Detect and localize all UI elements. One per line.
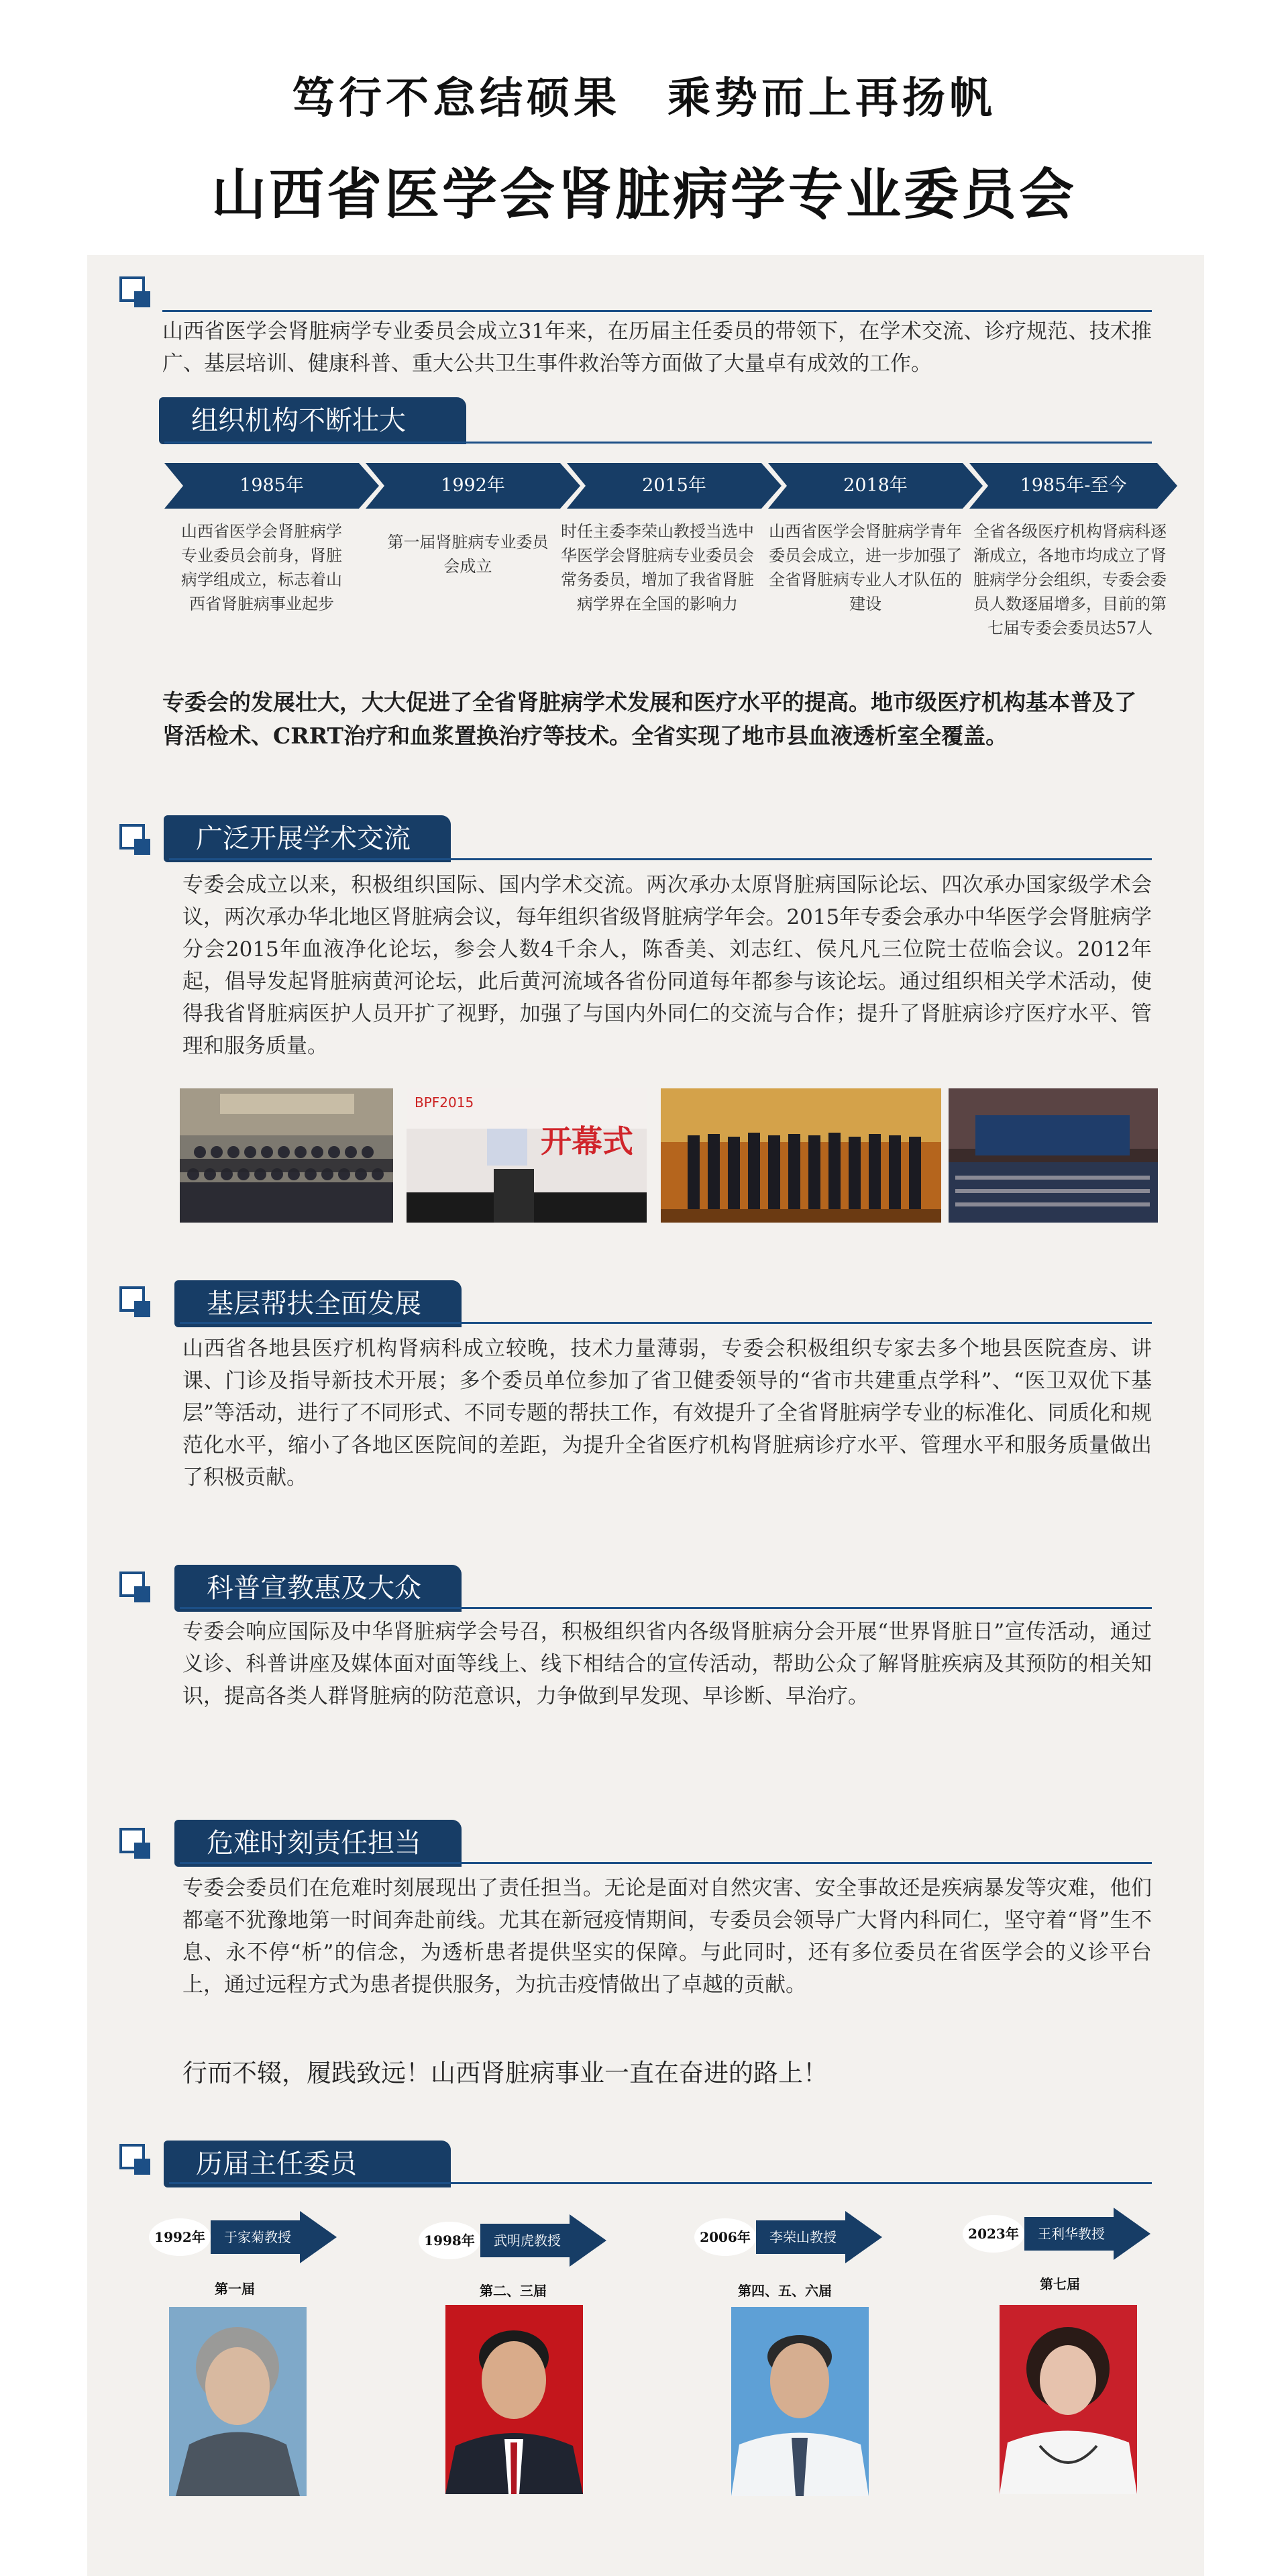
org-title: 山西省医学会肾脏病学专业委员会 — [211, 163, 1077, 227]
section-icon — [119, 1286, 150, 1317]
section-icon — [119, 1572, 150, 1602]
timeline-text: 第一届肾脏病专业委员会成立 — [387, 533, 549, 576]
chair-year: 2023年 — [968, 2226, 1019, 2242]
chair-badge — [963, 2208, 1150, 2260]
org-summary: 专委会的发展壮大，大大促进了全省肾脏病学术发展和医疗水平的提高。地市级医疗机构基本普及了肾活检术、CRRT治疗和血浆置换治疗等技术。全省实现了地市县血液透析室全覆盖。 — [162, 689, 1136, 749]
chair-year: 1992年 — [154, 2229, 205, 2245]
chair-portrait — [731, 2307, 869, 2496]
section-divider — [180, 1322, 1152, 1324]
timeline-year: 2018年 — [843, 475, 908, 496]
section-divider — [164, 442, 1152, 444]
banner-sign: BPF2015 — [415, 1094, 474, 1111]
academic-text: 专委会成立以来，积极组织国际、国内学术交流。两次承办太原肾脏病国际论坛、四次承办国家级学术会议，两次承办华北地区肾脏病会议，每年组织省级肾脏病学年会。2015年专委会承办中华医学会肾脏病学分会2015年血液净化论坛，参会人数4千余人，陈香美、刘志红、侯凡凡三位院士莅临会议。2012年起，倡导发起肾脏病黄河论坛，此后黄河流域各省份同道每年都参与该论坛。通过组织相关学术活动，使得我省肾脏病医护人员开扩了视野，加强了与国内外同仁的交流与合作；提升了肾脏病诊疗医疗水平、管理和服务质量。 — [182, 873, 1152, 1058]
slogan: 笃行不怠结硕果 乘势而上再扬帆 — [292, 73, 996, 123]
section-icon — [119, 2144, 150, 2175]
closing-statement: 行而不辍，履践致远！山西肾脏病事业一直在奋进的路上！ — [182, 2059, 828, 2088]
chair-term: 第四、五、六届 — [738, 2283, 832, 2299]
chair-term: 第七届 — [1040, 2276, 1080, 2292]
section-title-chairs: 历届主任委员 — [169, 2141, 451, 2187]
section-title-org: 组织机构不断壮大 — [164, 397, 466, 444]
timeline-text: 山西省医学会肾脏病学专业委员会前身，肾脏病学组成立，标志着山西省肾脏病事业起步 — [181, 522, 342, 613]
section-divider — [169, 2182, 1152, 2184]
banner-text: 开幕式 — [541, 1123, 633, 1160]
chair-portrait — [1000, 2305, 1137, 2494]
section-divider — [162, 310, 1152, 312]
timeline-text: 时任主委李荣山教授当选中华医学会肾脏病专业委员会常务委员，增加了我省肾脏病学界在全国的影响力 — [561, 522, 754, 613]
timeline-arrow — [366, 463, 580, 509]
timeline-arrow — [768, 463, 983, 509]
chair-badge — [694, 2211, 882, 2263]
timeline-text: 山西省医学会肾脏病学青年委员会成立，进一步加强了全省肾脏病专业人才队伍的建设 — [769, 522, 962, 613]
section-icon — [119, 276, 150, 307]
photo-opening-ceremony — [407, 1088, 647, 1223]
section-divider — [180, 1862, 1152, 1864]
crisis-text: 专委会委员们在危难时刻展现出了责任担当。无论是面对自然灾害、安全事故还是疾病暴发等灾难，他们都毫不犹豫地第一时间奔赴前线。尤其在新冠疫情期间，专委员会领导广大肾内科同仁，坚守着“肾”生不息、永不停“析”的信念，为透析患者提供坚实的保障。与此同时，还有多位委员在省医学会的义诊平台上，通过远程方式为患者提供服务，为抗击疫情做出了卓越的贡献。 — [182, 1876, 1152, 1997]
timeline-arrow — [164, 463, 379, 509]
section-title-crisis: 危难时刻责任担当 — [180, 1820, 462, 1867]
section-icon — [119, 824, 150, 855]
section-icon — [119, 1828, 150, 1859]
chair-year: 1998年 — [424, 2232, 475, 2249]
timeline-year: 1985年-至今 — [1020, 475, 1127, 496]
timeline-year: 1992年 — [441, 475, 505, 496]
chair-badge — [149, 2211, 337, 2263]
photo-group-meeting — [180, 1088, 393, 1223]
chair-name: 于家菊教授 — [224, 2229, 291, 2245]
photo-guests — [661, 1088, 941, 1223]
intro-text: 山西省医学会肾脏病学专业委员会成立31年来，在历届主任委员的带领下，在学术交流、诊疗规范、技术推广、基层培训、健康科普、重大公共卫生事件救治等方面做了大量卓有成效的工作。 — [162, 319, 1152, 376]
chair-term: 第二、三届 — [480, 2283, 547, 2299]
grassroots-text: 山西省各地县医疗机构肾病科成立较晚，技术力量薄弱，专委会积极组织专家去多个地县医院查房、讲课、门诊及指导新技术开展；多个委员单位参加了省卫健委领导的“省市共建重点学科”、“医卫双优下基层”等活动，进行了不同形式、不同专题的帮扶工作，有效提升了全省肾脏病学专业的标准化、同质化和规范化水平，缩小了各地区医院间的差距，为提升全省医疗机构肾脏病诊疗水平、管理水平和服务质量做出了积极贡献。 — [182, 1337, 1152, 1490]
section-divider — [180, 1607, 1152, 1609]
chair-badge — [419, 2214, 606, 2267]
chair-portrait — [445, 2305, 583, 2494]
chair-portrait — [169, 2307, 307, 2496]
timeline-arrow — [567, 463, 782, 509]
timeline-arrow — [969, 463, 1177, 509]
timeline-year: 1985年 — [239, 475, 304, 496]
chair-name: 李荣山教授 — [769, 2229, 837, 2245]
photo-conference-hall — [949, 1088, 1158, 1223]
section-title-academic: 广泛开展学术交流 — [169, 815, 451, 862]
section-divider — [169, 858, 1152, 860]
chair-name: 武明虎教授 — [494, 2232, 561, 2249]
timeline-text: 全省各级医疗机构肾病科逐渐成立，各地市均成立了肾脏病学分会组织，专委会委员人数逐届增多，目前的第七届专委会委员达57人 — [973, 522, 1167, 637]
chair-name: 王利华教授 — [1038, 2226, 1105, 2242]
chair-year: 2006年 — [700, 2229, 751, 2245]
timeline-year: 2015年 — [642, 475, 706, 496]
section-title-grassroots: 基层帮扶全面发展 — [180, 1280, 462, 1327]
science-text: 专委会响应国际及中华肾脏病学会号召，积极组织省内各级肾脏病分会开展“世界肾脏日”宣传活动，通过义诊、科普讲座及媒体面对面等线上、线下相结合的宣传活动，帮助公众了解肾脏疾病及其预防的相关知识，提高各类人群肾脏病的防范意识，力争做到早发现、早诊断、早治疗。 — [182, 1620, 1152, 1708]
chair-term: 第一届 — [215, 2281, 255, 2297]
section-title-science: 科普宣教惠及大众 — [180, 1565, 462, 1612]
